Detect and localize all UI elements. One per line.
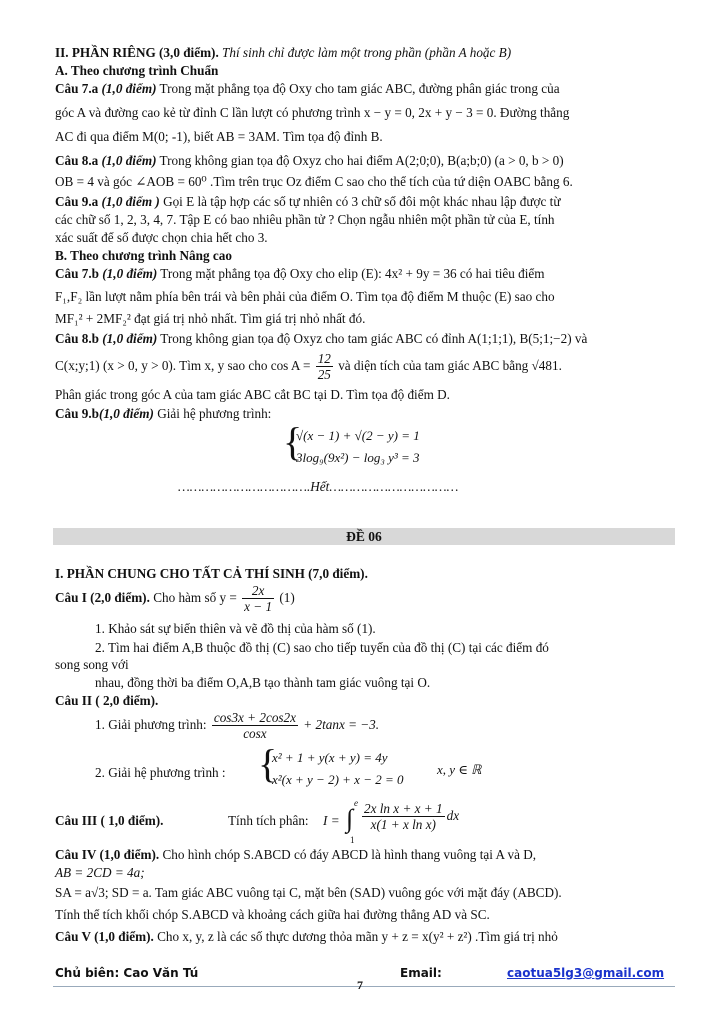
q9b-label: Câu 9.b (55, 406, 99, 421)
q3-numerator: 2x ln x + x + 1 (364, 801, 443, 817)
q7b-text3: MF₁² + 2MF₂² đạt giá trị nhỏ nhất. Tìm giá trị nhỏ nhất đó. (55, 311, 366, 326)
q1-tag: (1) (279, 590, 295, 605)
footer-editor: Chủ biên: Cao Văn Tú (55, 966, 199, 980)
q2-item1-line (95, 708, 715, 742)
section-b-title: B. Theo chương trình Nâng cao (55, 248, 232, 263)
q9a-text2: các chữ số 1, 2, 3, 4, 7. Tập E có bao nhiêu phần tử ? Chọn ngẫu nhiên một phần tử của E, tính (55, 212, 555, 227)
q7a-text2: góc A và đường cao kẻ từ đỉnh C lần lượt có phương trình x − y = 0, 2x + y − 3 = 0. Đường thẳng (55, 105, 570, 120)
q2-fraction (212, 710, 298, 741)
end-line: …………………………….Hết…………………………… (178, 479, 459, 494)
q2-domain: x, y ∈ ℝ (437, 762, 482, 777)
part1-heading: I. PHẦN CHUNG CHO TẤT CẢ THÍ SINH (7,0 điểm). (55, 566, 368, 581)
q8b-text3: Phân giác trong góc A của tam giác ABC cắt BC tại D. Tìm tọa độ điểm D. (55, 387, 450, 402)
q7a-text1: Trong mặt phẳng tọa độ Oxy cho tam giác ABC, đường phân giác trong của (159, 81, 560, 96)
q9a-points: (1,0 điểm ) (101, 194, 160, 209)
q1-item2c: nhau, đồng thời ba điểm O,A,B tạo thành tam giác vuông tại O. (95, 675, 431, 690)
q8b-points: (1,0 điểm) (102, 331, 158, 346)
cos-a-numerator: 12 (317, 351, 331, 367)
q4-text2: AB = 2CD = 4a; (55, 865, 145, 880)
q4-line1 (55, 846, 675, 863)
q2-item1-rest: + 2tanx = −3. (303, 717, 380, 732)
q2-eq2: x²(x + y − 2) + x − 2 = 0 (272, 772, 404, 787)
q2-item1: 1. Giải phương trình: (95, 717, 207, 732)
q7b-line1 (55, 265, 675, 282)
q2-brace: { (258, 741, 278, 786)
q7b-text2: F₁,F₂ lần lượt nằm phía bên trái và bên phải của điểm O. Tìm tọa độ điểm M thuộc (E) sao cho (55, 289, 555, 304)
q3-upper-limit: e (354, 798, 358, 808)
q9b-line (55, 405, 675, 422)
q8a-text1: Trong không gian tọa độ Oxyz cho hai điểm A(2;0;0), B(a;b;0) (a > 0, b > 0) (159, 153, 564, 168)
q1-denominator: x − 1 (244, 599, 273, 615)
q8b-text2a: C(x;y;1) (x > 0, y > 0). Tìm x, y sao cho cos A = (55, 358, 311, 373)
q2-denominator: cosx (243, 726, 267, 742)
q9b-points: (1,0 điểm) (98, 406, 154, 421)
q1-fraction (242, 583, 274, 614)
q1-label: Câu I (2,0 điểm). (55, 590, 150, 605)
q8b-line1 (55, 330, 675, 347)
q7b-points: (1,0 điểm) (102, 266, 158, 281)
footer-divider (53, 986, 675, 987)
section-a-title: A. Theo chương trình Chuẩn (55, 63, 219, 78)
q2-numerator: cos3x + 2cos2x (213, 710, 296, 726)
q3-fraction (362, 801, 445, 832)
part2-heading: II. PHẦN RIÊNG (3,0 điểm). (55, 45, 219, 60)
q8b-label: Câu 8.b (55, 331, 99, 346)
q1-text: Cho hàm số y = (153, 590, 237, 605)
q7b-text1: Trong mặt phẳng tọa độ Oxy cho elip (E): 4x² + 9y = 36 có hai tiêu điểm (160, 266, 545, 281)
q9a-label: Câu 9.a (55, 194, 99, 209)
q1-item1: 1. Khảo sát sự biến thiên và vẽ đồ thị của hàm số (1). (95, 621, 376, 636)
q5-label: Câu V (1,0 điểm). (55, 929, 154, 944)
q8a-text2: OB = 4 và góc ∠AOB = 60⁰ .Tìm trên trục Oz điểm C sao cho thể tích của tứ diện OABC bằng 6. (55, 174, 573, 189)
q5-line1 (55, 928, 675, 945)
q8b-text2b: và diện tích của tam giác ABC bằng √481. (338, 358, 562, 373)
q7a-line1 (55, 80, 675, 97)
q3-denominator: x(1 + x ln x) (370, 817, 436, 833)
q3-integrand (360, 799, 480, 833)
q3-dx: dx (446, 808, 460, 823)
q2-eq1: x² + 1 + y(x + y) = 4y (272, 750, 388, 765)
page-number: 7 (357, 978, 363, 992)
q4-text4: Tính thể tích khối chóp S.ABCD và khoảng cách giữa hai đường thẳng AD và SC. (55, 907, 490, 922)
part2-heading-note: Thí sinh chỉ được làm một trong phần (phần A hoặc B) (222, 45, 512, 60)
q8a-label: Câu 8.a (55, 153, 99, 168)
q9a-text3: xác suất để số được chọn chia hết cho 3. (55, 230, 268, 245)
q3-lower-limit: 1 (350, 835, 355, 845)
part2-heading-line (55, 44, 675, 61)
q3-integral-prefix: I = (323, 813, 340, 828)
exam-banner: ĐỀ 06 (53, 528, 675, 545)
footer-email-label: Email: (400, 966, 442, 980)
q9b-eq2: 3log₉(9x²) − log₃ y³ = 3 (296, 450, 420, 465)
q3-text: Tính tích phân: (228, 813, 309, 828)
q7b-label: Câu 7.b (55, 266, 99, 281)
cos-a-fraction (316, 351, 333, 382)
q9b-eq1: √(x − 1) + √(2 − y) = 1 (296, 428, 420, 443)
q7a-points: (1,0 điểm) (101, 81, 157, 96)
q7a-text3: AC đi qua điểm M(0; -1), biết AB = 3AM. Tìm tọa độ đỉnh B. (55, 129, 383, 144)
footer-email-link[interactable]: caotua5lg3@gmail.com (507, 966, 665, 980)
q4-text3: SA = a√3; SD = a. Tam giác ABC vuông tại C, mặt bên (SAD) vuông góc với mặt đáy (ABCD). (55, 885, 562, 900)
q4-text1: Cho hình chóp S.ABCD có đáy ABCD là hình thang vuông tại A và D, (162, 847, 537, 862)
q8a-points: (1,0 điểm) (101, 153, 157, 168)
q7a-label: Câu 7.a (55, 81, 99, 96)
q9a-text1: Gọi E là tập hợp các số tự nhiên có 3 chữ số đôi một khác nhau lập được từ (163, 194, 561, 209)
q2-item2: 2. Giải hệ phương trình : (95, 765, 226, 780)
q1-item2a: 2. Tìm hai điểm A,B thuộc đồ thị (C) sao cho tiếp tuyến của đồ thị (C) tại các điểm đó (95, 640, 549, 655)
q4-label: Câu IV (1,0 điểm). (55, 847, 160, 862)
q2-label: Câu II ( 2,0 điểm). (55, 693, 159, 708)
q1-numerator: 2x (242, 583, 274, 599)
q8b-text1: Trong không gian tọa độ Oxyz cho tam giác ABC có đỉnh A(1;1;1), B(5;1;−2) và (160, 331, 588, 346)
q3-label-text: Câu III ( 1,0 điểm). (55, 813, 164, 828)
q1-line (55, 582, 675, 614)
q5-text: Cho x, y, z là các số thực dương thỏa mãn y + z = x(y² + z²) .Tìm giá trị nhỏ (157, 929, 558, 944)
q9a-line1 (55, 193, 675, 210)
q9b-brace: { (283, 419, 303, 464)
q9b-text: Giải hệ phương trình: (157, 406, 272, 421)
q8b-line2 (55, 350, 675, 382)
q8a-line1 (55, 152, 675, 169)
q1-item2b: song song với (55, 657, 129, 672)
integral-sign: ∫ (346, 804, 354, 833)
cos-a-denominator: 25 (317, 367, 331, 383)
